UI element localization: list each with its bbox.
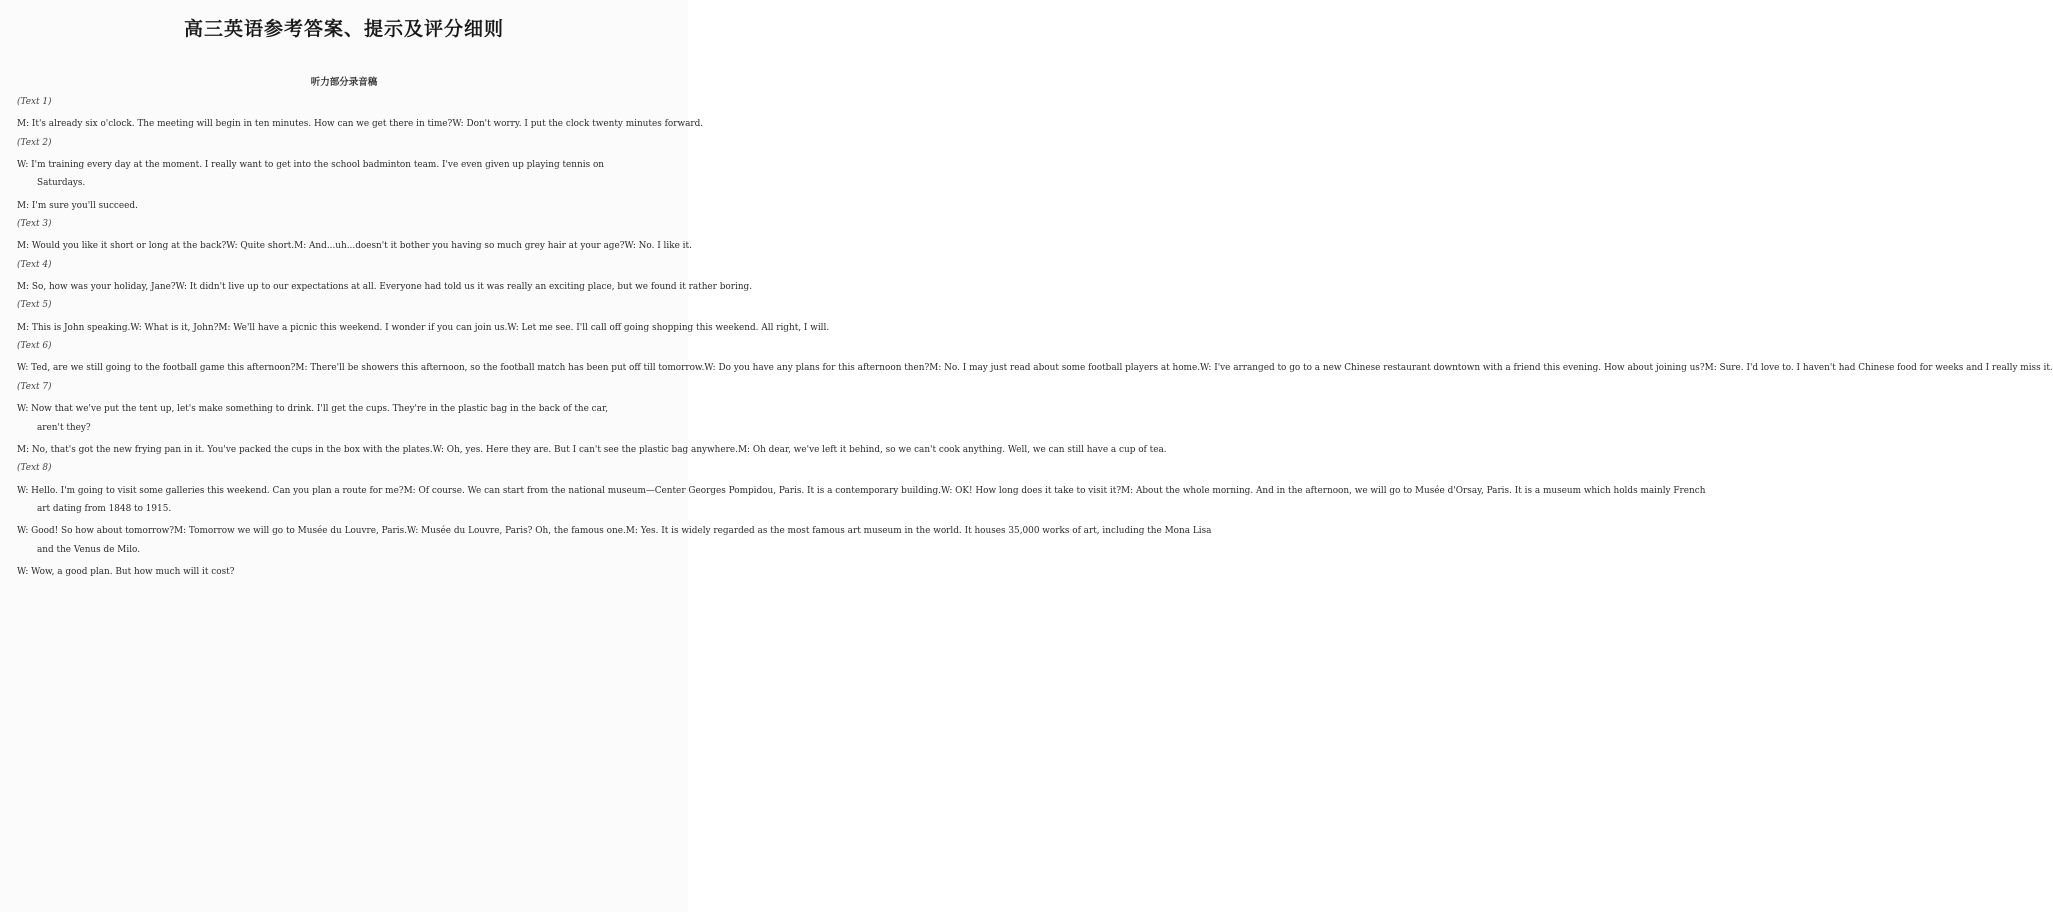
dialogue-line: [624, 241, 691, 251]
speaker-label: M:: [218, 322, 231, 333]
speaker-label: W:: [226, 241, 238, 252]
speaker-label: M:: [174, 526, 187, 537]
dialogue-line: [17, 323, 130, 333]
speaker-label: W:: [407, 526, 419, 537]
dialogue-line: [130, 323, 218, 333]
speaker-label: W:: [17, 160, 29, 171]
dialogue-line: [17, 160, 604, 170]
dialogue-text: Wow, a good plan. But how much will it cost?: [28, 566, 235, 577]
dialogue-line: [176, 282, 752, 292]
dialogue-text: No. I like it.: [635, 241, 692, 252]
dialogue-text: It's already six o'clock. The meeting will begin in ten minutes. How can we get there in time?: [29, 119, 453, 130]
dialogue-text: Of course. We can start from the national museum—Center Georges Pompidou, Paris. It is a contemporary building.: [415, 485, 941, 496]
text-section-header: (Text 7): [17, 381, 52, 392]
speaker-label: W:: [940, 485, 953, 496]
dialogue-text: Good! So how about tomorrow?: [28, 526, 175, 537]
dialogue-text: Now that we've put the tent up, let's make something to drink. I'll get the cups. They're in the plastic bag in the back of the car,: [28, 404, 609, 415]
speaker-label: M:: [294, 241, 307, 252]
dialogue-line: [218, 323, 507, 333]
dialogue-line: [17, 404, 608, 414]
speaker-label: M:: [1704, 363, 1717, 374]
dialogue-line: [407, 526, 626, 536]
dialogue-line-continuation: and the Venus de Milo.: [37, 544, 141, 555]
speaker-label: W:: [17, 526, 29, 537]
text-section-header: (Text 5): [17, 300, 52, 311]
speaker-label: M:: [929, 363, 942, 374]
speaker-label: M:: [1121, 485, 1134, 496]
dialogue-text: Don't worry. I put the clock twenty minutes forward.: [463, 119, 704, 130]
text-section-header: (Text 1): [17, 97, 52, 107]
dialogue-text: About the whole morning. And in the afternoon, we will go to Musée d'Orsay, Paris. It is a museum which holds mainly French: [1133, 485, 1706, 496]
dialogue-text: So, how was your holiday, Jane?: [29, 282, 176, 293]
dialogue-line: [295, 363, 704, 373]
speaker-label: M:: [17, 241, 30, 252]
page-title: 高三英语参考答案、提示及评分细则: [183, 18, 504, 40]
text-section-header: (Text 4): [17, 259, 52, 270]
speaker-label: W:: [130, 322, 142, 333]
dialogue-text: OK! How long does it take to visit it?: [952, 485, 1122, 496]
dialogue-line-continuation: Saturdays.: [37, 178, 86, 189]
speaker-label: W:: [175, 282, 187, 293]
dialogue-line: [174, 526, 407, 536]
dialogue-text: Ted, are we still going to the football game this afternoon?: [28, 363, 296, 374]
dialogue-text: Musée du Louvre, Paris? Oh, the famous one.: [418, 526, 626, 537]
dialogue-text: And...uh...doesn't it bother you having so much grey hair at your age?: [306, 241, 625, 252]
section-title: 听力部分录音稿: [310, 77, 378, 88]
dialogue-text: Quite short.: [237, 241, 295, 252]
text-section-header: (Text 2): [17, 137, 52, 148]
dialogue-text: Sure. I'd love to. I haven't had Chinese food for weeks and I really miss it.: [1716, 363, 2053, 374]
speaker-label: M:: [295, 363, 308, 374]
speaker-label: W:: [17, 363, 29, 374]
dialogue-line: [17, 567, 234, 577]
speaker-label: W:: [624, 241, 636, 252]
speaker-label: W:: [1200, 363, 1212, 374]
dialogue-line: [17, 241, 226, 251]
dialogue-text: Would you like it short or long at the back?: [29, 241, 227, 252]
dialogue-text: Let me see. I'll call off going shopping this weekend. All right, I will.: [518, 322, 830, 333]
dialogue-line: [17, 363, 295, 373]
dialogue-text: This is John speaking.: [29, 322, 131, 333]
dialogue-text: We'll have a picnic this weekend. I wonder if you can join us.: [230, 322, 508, 333]
dialogue-line: [17, 282, 176, 292]
dialogue-line: [941, 486, 1121, 496]
speaker-label: W:: [17, 566, 29, 577]
dialogue-line: [294, 241, 624, 251]
speaker-label: M:: [17, 282, 30, 293]
dialogue-text: Oh dear, we've left it behind, so we can't cook anything. Well, we can still have a cup of tea.: [750, 444, 1167, 455]
dialogue-line: [433, 445, 738, 455]
dialogue-line: [1200, 363, 1705, 373]
speaker-label: W:: [432, 444, 444, 455]
dialogue-line-continuation: aren't they?: [37, 422, 91, 433]
speaker-label: W:: [704, 363, 716, 374]
dialogue-line: [738, 445, 1167, 455]
dialogue-line: [452, 119, 703, 129]
dialogue-text: I'm sure you'll succeed.: [29, 200, 138, 211]
speaker-label: W:: [507, 322, 519, 333]
speaker-label: M:: [625, 526, 638, 537]
speaker-label: M:: [17, 119, 30, 130]
speaker-label: M:: [17, 322, 30, 333]
speaker-label: W:: [452, 119, 464, 130]
dialogue-text: Tomorrow we will go to Musée du Louvre, Paris.: [186, 526, 407, 537]
dialogue-text: No. I may just read about some football players at home.: [941, 363, 1201, 374]
dialogue-text: I'm training every day at the moment. I really want to get into the school badminton team. I've even given up playing tennis on: [28, 160, 605, 171]
dialogue-line: [17, 526, 174, 536]
dialogue-text: Do you have any plans for this afternoon then?: [715, 363, 930, 374]
dialogue-line: [17, 445, 433, 455]
dialogue-text: Yes. It is widely regarded as the most famous art museum in the world. It houses 35,000 works of art, including the Mona Lisa: [637, 526, 1212, 537]
text-section-header: (Text 6): [17, 341, 52, 352]
dialogue-text: It didn't live up to our expectations at all. Everyone had told us it was really an exciting place, but we found it rather boring.: [186, 282, 753, 293]
speaker-label: M:: [17, 200, 30, 211]
speaker-label: W:: [17, 485, 29, 496]
speaker-label: W:: [17, 404, 29, 415]
dialogue-line: [929, 363, 1200, 373]
text-section-header: (Text 8): [17, 463, 52, 474]
dialogue-text: What is it, John?: [141, 322, 219, 333]
dialogue-text: Oh, yes. Here they are. But I can't see the plastic bag anywhere.: [443, 444, 738, 455]
dialogue-text: There'll be showers this afternoon, so the football match has been put off till tomorrow.: [307, 363, 705, 374]
text-section-header: (Text 3): [17, 219, 52, 230]
dialogue-line: [1705, 363, 2053, 373]
dialogue-line-continuation: art dating from 1848 to 1915.: [37, 503, 172, 514]
speaker-label: M:: [737, 444, 751, 455]
dialogue-text: I've arranged to go to a new Chinese restaurant downtown with a friend this evening. How about joining us?: [1211, 363, 1705, 374]
transcript-body: [17, 93, 2053, 581]
speaker-label: M:: [17, 444, 30, 455]
dialogue-line: [1121, 486, 1705, 496]
dialogue-line: [704, 363, 929, 373]
speaker-label: M:: [403, 485, 416, 496]
dialogue-text: Hello. I'm going to visit some galleries this weekend. Can you plan a route for me?: [28, 485, 404, 496]
dialogue-line: [226, 241, 294, 251]
dialogue-line: [507, 323, 829, 333]
dialogue-line: [626, 526, 1212, 536]
dialogue-line: [17, 201, 138, 211]
dialogue-line: [404, 486, 941, 496]
dialogue-text: No, that's got the new frying pan in it. You've packed the cups in the box with the plates.: [29, 444, 433, 455]
dialogue-line: [17, 486, 404, 496]
dialogue-line: [17, 119, 452, 129]
